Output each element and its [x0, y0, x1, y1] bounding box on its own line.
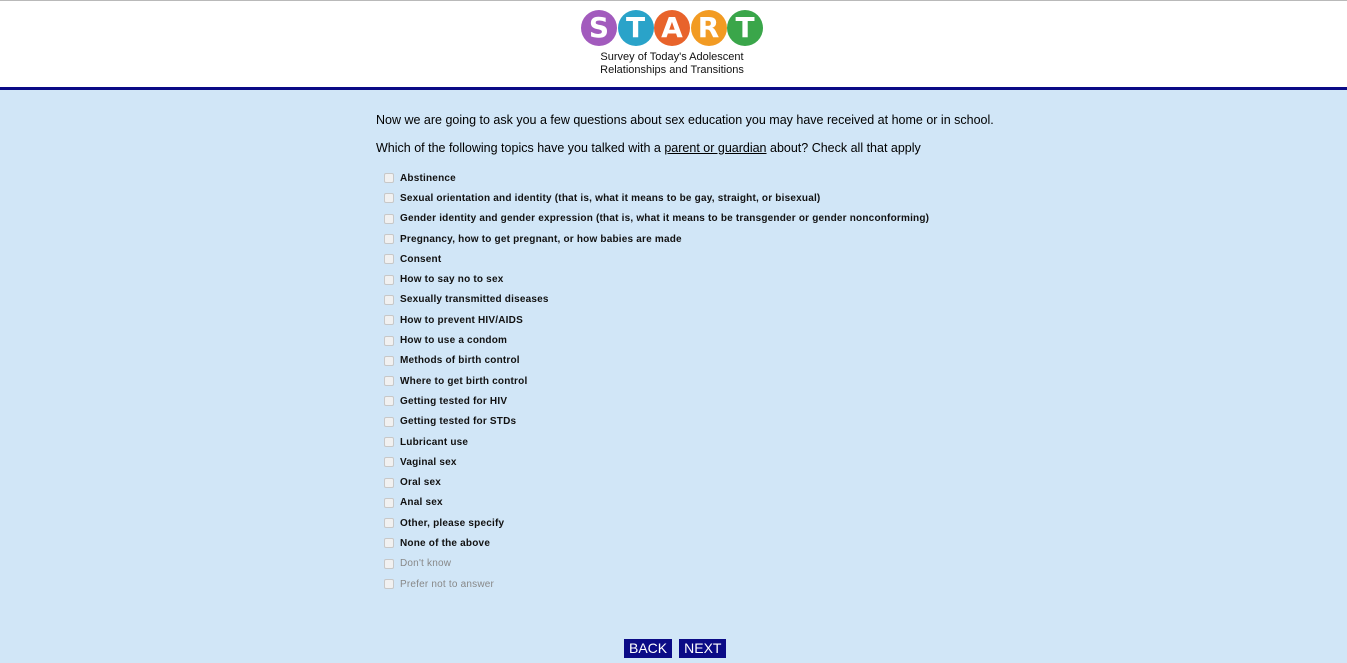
- option-checkbox[interactable]: [384, 214, 394, 224]
- page-header: [0, 0, 1347, 90]
- option-item[interactable]: [384, 554, 929, 574]
- option-checkbox[interactable]: [384, 417, 394, 427]
- option-label: Sexually transmitted diseases: [400, 294, 549, 306]
- option-item[interactable]: [384, 351, 929, 371]
- option-label: Pregnancy, how to get pregnant, or how babies are made: [400, 233, 682, 245]
- logo-letter-circle: T: [618, 10, 654, 46]
- option-checkbox[interactable]: [384, 315, 394, 325]
- option-label: Vaginal sex: [400, 456, 457, 468]
- option-label: Oral sex: [400, 477, 442, 489]
- option-checkbox[interactable]: [384, 275, 394, 285]
- option-item[interactable]: [384, 472, 929, 492]
- option-checkbox[interactable]: [384, 538, 394, 548]
- option-checkbox[interactable]: [384, 336, 394, 346]
- question-emphasis: parent or guardian: [664, 141, 767, 155]
- option-label: Where to get birth control: [400, 375, 528, 387]
- survey-content: [376, 112, 1136, 590]
- option-label: Abstinence: [400, 172, 456, 184]
- option-checkbox[interactable]: [384, 173, 394, 183]
- option-label: Getting tested for HIV: [400, 395, 508, 407]
- option-checkbox[interactable]: [384, 396, 394, 406]
- option-label: Gender identity and gender expression (that is, what it means to be transgender or gender nonconforming): [400, 213, 930, 225]
- question-after: about? Check all that apply: [766, 141, 921, 155]
- option-checkbox[interactable]: [384, 437, 394, 447]
- option-label: Prefer not to answer: [400, 578, 495, 590]
- option-checkbox[interactable]: [384, 498, 394, 508]
- option-label: None of the above: [400, 537, 491, 549]
- logo-letter-circle: S: [581, 10, 617, 46]
- option-item[interactable]: [384, 533, 929, 553]
- option-item[interactable]: [384, 493, 929, 513]
- option-checkbox[interactable]: [384, 254, 394, 264]
- back-button[interactable]: BACK: [624, 639, 672, 658]
- option-checkbox[interactable]: [384, 457, 394, 467]
- option-item[interactable]: [384, 432, 929, 452]
- option-label: Consent: [400, 253, 442, 265]
- option-item[interactable]: [384, 574, 929, 594]
- option-label: Lubricant use: [400, 436, 469, 448]
- option-item[interactable]: [384, 412, 929, 432]
- question-before: Which of the following topics have you talked with a: [376, 141, 665, 155]
- logo-letters: [581, 10, 763, 47]
- option-item[interactable]: [384, 310, 929, 330]
- next-button[interactable]: NEXT: [679, 639, 726, 658]
- option-label: Methods of birth control: [400, 355, 520, 367]
- option-checkbox[interactable]: [384, 376, 394, 386]
- option-checkbox[interactable]: [384, 579, 394, 589]
- option-checkbox[interactable]: [384, 356, 394, 366]
- option-checkbox[interactable]: [384, 193, 394, 203]
- option-checkbox[interactable]: [384, 559, 394, 569]
- option-label: Sexual orientation and identity (that is, what it means to be gay, straight, or bisexual): [400, 192, 821, 204]
- option-item[interactable]: [384, 513, 929, 533]
- option-item[interactable]: [384, 452, 929, 472]
- options-list: [384, 168, 929, 594]
- logo-letter-circle: R: [691, 10, 727, 46]
- option-label: Getting tested for STDs: [400, 416, 517, 428]
- navigation-buttons: [624, 639, 726, 658]
- tagline-line-1: Survey of Today's Adolescent: [600, 51, 744, 63]
- option-item[interactable]: [384, 229, 929, 249]
- question-text: [376, 140, 1136, 166]
- option-item[interactable]: [384, 290, 929, 310]
- logo-tagline: [581, 51, 763, 77]
- option-item[interactable]: [384, 371, 929, 391]
- option-label: How to say no to sex: [400, 274, 504, 286]
- option-label: How to use a condom: [400, 335, 508, 347]
- option-label: Don't know: [400, 558, 452, 570]
- option-checkbox[interactable]: [384, 295, 394, 305]
- option-item[interactable]: [384, 209, 929, 229]
- intro-text: Now we are going to ask you a few questions about sex education you may have received at home or in school.: [376, 113, 994, 127]
- option-item[interactable]: [384, 269, 929, 289]
- tagline-line-2: Relationships and Transitions: [600, 64, 744, 76]
- option-item[interactable]: [384, 249, 929, 269]
- option-item[interactable]: [384, 168, 929, 188]
- start-logo: [581, 10, 763, 80]
- option-checkbox[interactable]: [384, 234, 394, 244]
- logo-letter-circle: A: [654, 10, 690, 46]
- logo-letter-circle: T: [727, 10, 763, 46]
- option-item[interactable]: [384, 330, 929, 350]
- option-label: Anal sex: [400, 497, 443, 509]
- option-checkbox[interactable]: [384, 478, 394, 488]
- option-label: How to prevent HIV/AIDS: [400, 314, 523, 326]
- option-label: Other, please specify: [400, 517, 505, 529]
- option-item[interactable]: [384, 391, 929, 411]
- option-item[interactable]: [384, 188, 929, 208]
- option-checkbox[interactable]: [384, 518, 394, 528]
